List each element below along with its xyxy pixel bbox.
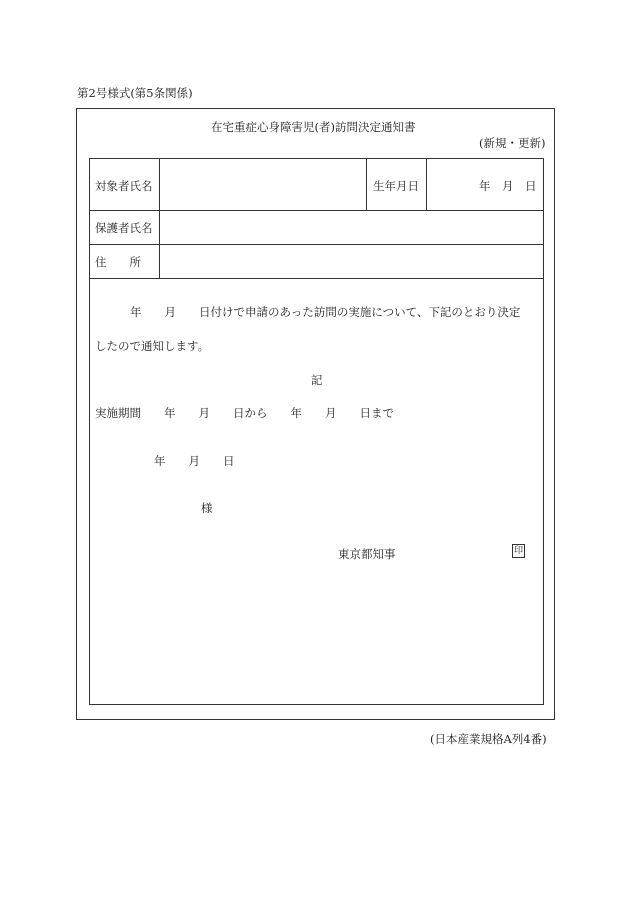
row-divider	[89, 278, 544, 279]
guardian-name-label: 保護者氏名	[95, 221, 153, 235]
notice-line-1: 年 月 日付けで申請のあった訪問の実施について、下記のとおり決定	[130, 305, 521, 319]
document-title: 在宅重症心身障害児(者)訪問決定通知書	[211, 120, 416, 134]
footer-note: (日本産業規格A列4番)	[430, 732, 547, 746]
address-label: 住 所	[95, 255, 141, 269]
content-frame	[89, 158, 544, 705]
issuer: 東京都知事	[338, 547, 396, 561]
recipient-sama: 様	[201, 501, 213, 515]
notice-date: 年 月 日	[154, 454, 235, 468]
subject-name-label: 対象者氏名	[95, 179, 153, 193]
ki-heading: 記	[311, 373, 323, 387]
column-divider	[426, 158, 427, 210]
row-divider	[89, 244, 544, 245]
type-label: (新規・更新)	[479, 136, 546, 150]
birth-date-label: 生年月日	[373, 179, 419, 193]
notice-line-2: したので通知します。	[95, 339, 210, 353]
seal-stamp: 印	[513, 546, 523, 556]
implementation-period: 実施期間 年 月 日から 年 月 日まで	[95, 406, 394, 420]
column-divider	[366, 158, 367, 210]
row-divider	[89, 210, 544, 211]
form-number: 第2号様式(第5条関係)	[77, 86, 193, 100]
column-divider	[159, 158, 160, 278]
birth-date-value: 年 月 日	[479, 179, 537, 193]
